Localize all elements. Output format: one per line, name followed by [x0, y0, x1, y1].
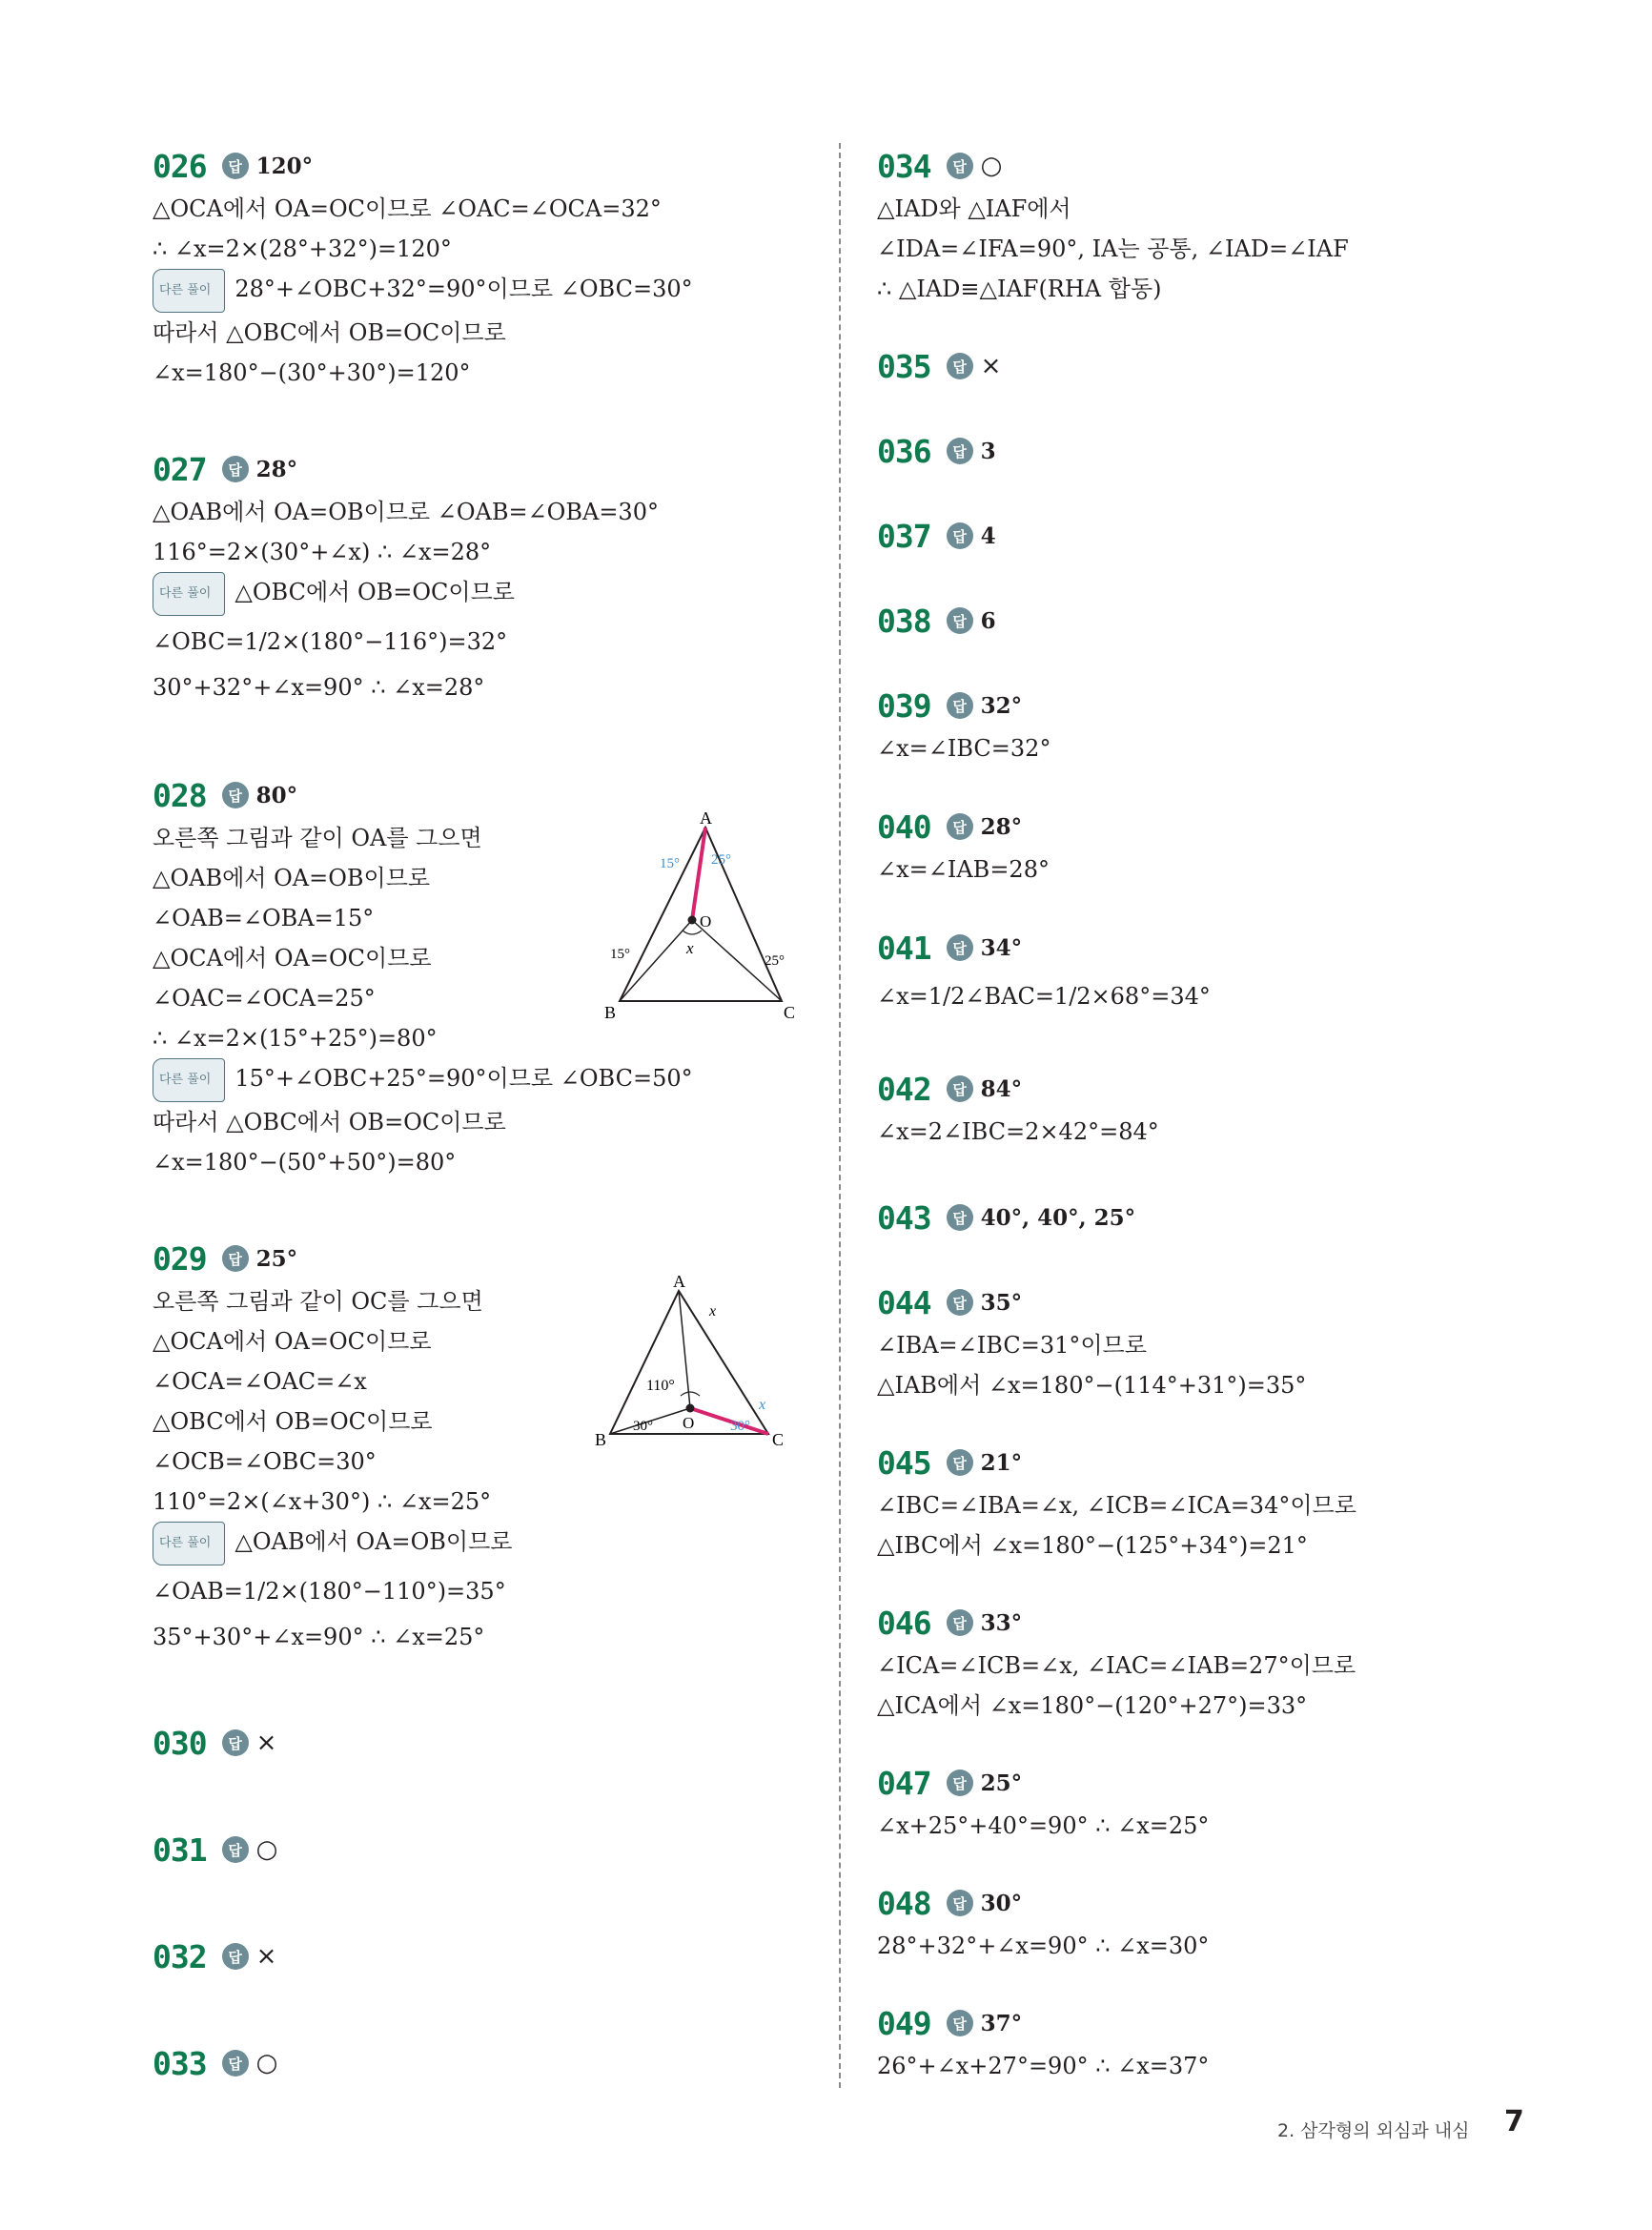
problem-035: [877, 343, 1001, 389]
solution-line: △OBC에서 OB=OC이므로: [235, 579, 515, 605]
problem-number: 029: [153, 1239, 207, 1278]
answer-badge: 답: [222, 1943, 249, 1970]
solution-line: 28°+∠OBC+32°=90°이므로 ∠OBC=30°: [235, 276, 693, 302]
solution-line: △IBC에서 ∠x=180°−(125°+34°)=21°: [877, 1532, 1308, 1559]
problem-number: 047: [877, 1764, 931, 1802]
solution-line: 오른쪽 그림과 같이 OA를 그으면: [153, 825, 482, 851]
problem-046: [877, 1600, 1356, 1726]
problem-number: 030: [153, 1724, 207, 1762]
label-angle-25-bottom: 25°: [765, 953, 785, 969]
solution-line: △OCA에서 OA=OC이므로 ∠OAC=∠OCA=32°: [153, 195, 662, 222]
chapter-title: 2. 삼각형의 외심과 내심: [1277, 2120, 1470, 2141]
problem-036: [877, 428, 996, 474]
solution-line: ∠x+25°+40°=90° ∴ ∠x=25°: [877, 1812, 1210, 1839]
label-c: C: [784, 1003, 796, 1022]
answer-badge: 답: [947, 1289, 973, 1316]
answer: 35°: [980, 1289, 1023, 1316]
solution-line: △OBC에서 OB=OC이므로: [153, 1408, 433, 1435]
angle-x-arc: [683, 931, 702, 934]
solution-line: ∠x=180°−(30°+30°)=120°: [153, 359, 471, 386]
problem-number: 045: [877, 1443, 931, 1482]
label-o: O: [683, 1414, 695, 1432]
answer: 28°: [255, 456, 298, 482]
angle-110-arc: [681, 1392, 700, 1396]
solution-line: ∴ ∠x=2×(28°+32°)=120°: [153, 235, 452, 262]
label-angle-15-top: 15°: [660, 856, 680, 871]
solution-line: △OAB에서 OA=OB이므로: [153, 865, 431, 891]
problem-026: [153, 143, 693, 393]
label-c: C: [772, 1430, 785, 1449]
problem-number: 027: [153, 450, 207, 488]
problem-number: 043: [877, 1198, 931, 1237]
problem-number: 031: [153, 1831, 207, 1869]
answer-badge: 답: [222, 1729, 249, 1756]
answer: ×: [255, 1942, 277, 1971]
triangle-abc: [610, 1291, 768, 1434]
alt-solution-tag: 다른 풀이: [153, 572, 225, 616]
solution-line: ∠OBC=1/2×(180°−116°)=32°: [153, 628, 508, 655]
answer: 30°: [980, 1890, 1023, 1916]
answer: 32°: [980, 692, 1023, 719]
answer-badge: 답: [947, 522, 973, 549]
problem-039: [877, 683, 1050, 768]
answer: ○: [980, 152, 1003, 180]
label-o: O: [700, 912, 712, 931]
answer: 21°: [980, 1449, 1023, 1476]
problem-number: 032: [153, 1937, 207, 1975]
problem-number: 033: [153, 2044, 207, 2082]
problem-number: 039: [877, 686, 931, 725]
solution-line: ∴ △IAD≡△IAF(RHA 합동): [877, 276, 1162, 302]
problem-number: 026: [153, 147, 207, 185]
problem-042: [877, 1066, 1159, 1152]
answer: 6: [980, 607, 996, 634]
solution-line: ∠x=∠IBC=32°: [877, 735, 1051, 762]
solution-line: ∠OCB=∠OBC=30°: [153, 1448, 377, 1475]
problem-034: [877, 143, 1349, 309]
point-o: [686, 1404, 695, 1413]
problem-043: [877, 1195, 1135, 1240]
page-number: 7: [1504, 2105, 1524, 2138]
answer: 28°: [980, 813, 1023, 840]
problem-041: [877, 925, 1211, 1022]
problem-048: [877, 1880, 1209, 1966]
label-x-right: x: [759, 1397, 766, 1413]
problem-032: [153, 1933, 276, 1979]
answer: 120°: [255, 153, 314, 179]
answer-badge: 답: [947, 1890, 973, 1916]
solution-line: 따라서 △OBC에서 OB=OC이므로: [153, 319, 506, 346]
answer-badge: 답: [947, 607, 973, 634]
solution-line: 따라서 △OBC에서 OB=OC이므로: [153, 1109, 506, 1135]
problem-040: [877, 804, 1050, 890]
problem-number: 040: [877, 808, 931, 846]
solution-line: ∠x=180°−(50°+50°)=80°: [153, 1149, 457, 1176]
label-a: A: [673, 1272, 685, 1291]
solution-line: ∠x=1/2∠BAC=1/2×68°=34°: [877, 983, 1211, 1010]
problem-047: [877, 1760, 1209, 1846]
answer: 34°: [980, 934, 1023, 961]
solution-line: ∠ICA=∠ICB=∠x, ∠IAC=∠IAB=27°이므로: [877, 1652, 1356, 1679]
problem-044: [877, 1279, 1306, 1405]
solution-line: 15°+∠OBC+25°=90°이므로 ∠OBC=50°: [235, 1065, 693, 1092]
label-angle-30-right: 30°: [730, 1419, 750, 1434]
answer-badge: 답: [947, 1204, 973, 1231]
problem-028: [153, 772, 796, 1182]
solution-line: 110°=2×(∠x+30°) ∴ ∠x=25°: [153, 1488, 492, 1515]
problem-number: 034: [877, 147, 931, 185]
label-angle-30-left: 30°: [633, 1419, 653, 1434]
problem-number: 048: [877, 1884, 931, 1922]
problem-number: 037: [877, 517, 931, 555]
answer-badge: 답: [222, 782, 249, 808]
solution-line: △IAB에서 ∠x=180°−(114°+31°)=35°: [877, 1372, 1307, 1399]
answer-badge: 답: [222, 1245, 249, 1272]
answer: ×: [980, 352, 1002, 380]
answer-badge: 답: [947, 813, 973, 840]
answer-badge: 답: [947, 153, 973, 179]
problem-031: [153, 1827, 277, 1872]
answer: 80°: [255, 782, 298, 808]
solution-line: ∠OAB=1/2×(180°−110°)=35°: [153, 1578, 506, 1605]
answer: 33°: [980, 1609, 1023, 1636]
label-angle-110: 110°: [646, 1378, 675, 1394]
problem-number: 035: [877, 347, 931, 385]
problem-number: 028: [153, 776, 207, 814]
problem-037: [877, 513, 996, 559]
solution-line: 116°=2×(30°+∠x) ∴ ∠x=28°: [153, 539, 492, 565]
solution-line: ∠x=∠IAB=28°: [877, 856, 1050, 883]
solution-line: △OCA에서 OA=OC이므로: [153, 1328, 432, 1355]
solution-line: ∠OAB=∠OBA=15°: [153, 905, 375, 931]
answer: 25°: [255, 1245, 298, 1272]
answer: 3: [980, 438, 996, 464]
answer-badge: 답: [947, 1770, 973, 1796]
answer: 40°, 40°, 25°: [980, 1204, 1136, 1231]
problem-027: [153, 446, 659, 707]
answer: 4: [980, 522, 996, 549]
column-divider: [839, 143, 841, 2088]
answer: ○: [255, 2049, 278, 2077]
answer-badge: 답: [947, 1449, 973, 1476]
problem-number: 042: [877, 1070, 931, 1108]
label-angle-15-bottom: 15°: [610, 947, 630, 962]
solution-line: ∴ ∠x=2×(15°+25°)=80°: [153, 1025, 438, 1052]
answer-badge: 답: [947, 353, 973, 379]
answer-badge: 답: [222, 1836, 249, 1863]
alt-solution-tag: 다른 풀이: [153, 1522, 225, 1565]
alt-solution-tag: 다른 풀이: [153, 269, 225, 313]
label-b: B: [595, 1430, 607, 1449]
problem-029: [153, 1236, 785, 1657]
segment-oa: [679, 1291, 690, 1408]
answer-badge: 답: [947, 2010, 973, 2036]
answer-badge: 답: [222, 2050, 249, 2077]
problem-033: [153, 2040, 277, 2086]
answer-badge: 답: [947, 692, 973, 719]
label-b: B: [604, 1003, 617, 1022]
triangle-figure-028: [604, 808, 801, 1022]
solution-line: ∠IBA=∠IBC=31°이므로: [877, 1332, 1147, 1359]
problem-038: [877, 598, 996, 644]
segment-oc-highlight: [690, 1408, 768, 1434]
answer-badge: 답: [222, 153, 249, 179]
solution-line: ∠x=2∠IBC=2×42°=84°: [877, 1118, 1159, 1145]
answer: ×: [255, 1729, 277, 1757]
answer-badge: 답: [947, 1609, 973, 1636]
label-a: A: [700, 808, 712, 828]
problem-049: [877, 2000, 1209, 2086]
problem-030: [153, 1720, 276, 1766]
solution-line: △OCA에서 OA=OC이므로: [153, 945, 432, 972]
triangle-figure-029: [591, 1274, 791, 1455]
problem-number: 046: [877, 1604, 931, 1642]
solution-line: △ICA에서 ∠x=180°−(120°+27°)=33°: [877, 1692, 1308, 1719]
solution-line: 오른쪽 그림과 같이 OC를 그으면: [153, 1288, 483, 1315]
label-x: x: [686, 939, 694, 957]
solution-line: 28°+32°+∠x=90° ∴ ∠x=30°: [877, 1933, 1210, 1959]
solution-line: 26°+∠x+27°=90° ∴ ∠x=37°: [877, 2053, 1210, 2079]
label-angle-25-top: 25°: [711, 852, 731, 868]
alt-solution-tag: 다른 풀이: [153, 1058, 225, 1102]
answer: ○: [255, 1835, 278, 1864]
solution-line: △IAD와 △IAF에서: [877, 195, 1071, 222]
solution-line: ∠OAC=∠OCA=25°: [153, 985, 376, 1012]
answer: 37°: [980, 2010, 1023, 2036]
problem-number: 036: [877, 432, 931, 470]
answer-badge: 답: [947, 1075, 973, 1102]
label-x-top: x: [709, 1303, 717, 1320]
solution-line: ∠IDA=∠IFA=90°, IA는 공통, ∠IAD=∠IAF: [877, 235, 1349, 262]
problem-045: [877, 1440, 1356, 1565]
answer: 84°: [980, 1075, 1023, 1102]
problem-number: 038: [877, 602, 931, 640]
answer: 25°: [980, 1770, 1023, 1796]
answer-badge: 답: [947, 934, 973, 961]
problem-number: 044: [877, 1283, 931, 1321]
solution-line: △OAB에서 OA=OB이므로: [235, 1528, 513, 1555]
point-o: [688, 916, 697, 925]
answer-badge: 답: [947, 438, 973, 464]
solution-line: 30°+32°+∠x=90° ∴ ∠x=28°: [153, 674, 485, 701]
problem-number: 049: [877, 2004, 931, 2042]
solution-line: ∠IBC=∠IBA=∠x, ∠ICB=∠ICA=34°이므로: [877, 1492, 1356, 1519]
solution-line: △OAB에서 OA=OB이므로 ∠OAB=∠OBA=30°: [153, 499, 659, 525]
solution-line: ∠OCA=∠OAC=∠x: [153, 1368, 367, 1395]
answer-badge: 답: [222, 456, 249, 482]
solution-line: 35°+30°+∠x=90° ∴ ∠x=25°: [153, 1624, 485, 1650]
problem-number: 041: [877, 929, 931, 967]
segment-ob: [620, 920, 692, 1001]
